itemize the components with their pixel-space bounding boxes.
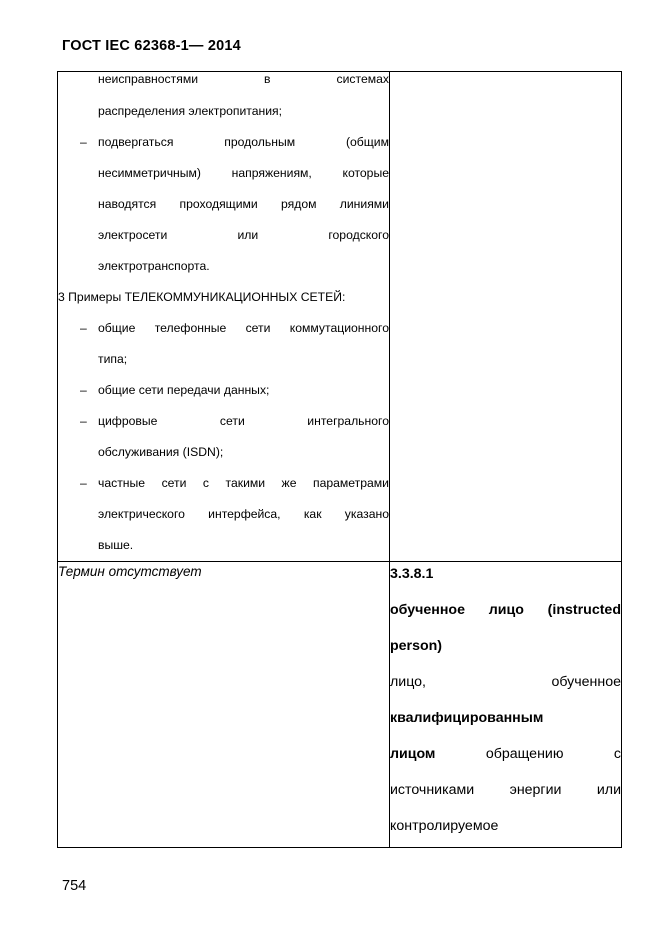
list-item-text: подвергаться продольным (общим: [98, 135, 389, 149]
list-item-text: типа;: [98, 352, 128, 366]
term-absent-note: Термин отсутствует: [58, 564, 202, 579]
dash-bullet: –: [80, 414, 87, 428]
list-item: [58, 127, 389, 158]
list-item: [58, 313, 389, 344]
row1-left-cell: [58, 72, 390, 562]
list-item-text: общие телефонные сети коммутационного: [98, 321, 389, 335]
list-item-text: несимметричным) напряжениям, которые: [98, 166, 389, 180]
row2-left-cell: [58, 562, 390, 848]
list-item-text: электрического интерфейса, как указано: [98, 507, 389, 521]
term-title-cont: person): [390, 638, 443, 654]
table-row: [58, 72, 622, 562]
list-item-text: выше.: [98, 538, 134, 552]
comparison-table: [57, 71, 622, 848]
row2-right-cell: [390, 562, 622, 848]
list-item-text: цифровые сети интегрального: [98, 414, 389, 428]
definition-line: источниками энергии или: [390, 782, 621, 798]
dash-bullet: –: [80, 321, 87, 335]
definition-line: квалифицированным: [390, 710, 544, 726]
continued-text-line: распределения электропитания;: [98, 104, 283, 118]
term-title: обученное лицо (instructed: [390, 602, 621, 618]
definition-line: [390, 736, 621, 772]
note-heading: 3 Примеры ТЕЛЕКОММУНИКАЦИОННЫХ СЕТЕЙ:: [58, 290, 346, 304]
continued-text-line: неисправностями в системах: [98, 72, 389, 86]
list-item: [58, 406, 389, 437]
definition-bold-word: лицом: [390, 746, 436, 762]
dash-bullet: –: [80, 383, 87, 397]
list-item: [58, 375, 389, 406]
list-item: [58, 468, 389, 499]
list-item-text: наводятся проходящими рядом линиями: [98, 197, 389, 211]
definition-line: лицо, обученное: [390, 674, 621, 690]
dash-bullet: –: [80, 135, 87, 149]
list-item-text: общие сети передачи данных;: [98, 383, 270, 397]
definition-text: обращению с: [435, 746, 621, 762]
list-item-text: частные сети с такими же параметрами: [98, 476, 389, 490]
definition-line: контролируемое: [390, 818, 499, 834]
table-row: [58, 562, 622, 848]
document-header: ГОСТ IEC 62368-1— 2014: [62, 38, 241, 54]
list-item-text: электросети или городского: [98, 228, 389, 242]
clause-number: 3.3.8.1: [390, 566, 434, 582]
list-item-text: электротранспорта.: [98, 259, 210, 273]
list-item-text: обслуживания (ISDN);: [98, 445, 224, 459]
dash-bullet: –: [80, 476, 87, 490]
page-number: 754: [62, 878, 87, 894]
row1-right-cell: [390, 72, 622, 562]
